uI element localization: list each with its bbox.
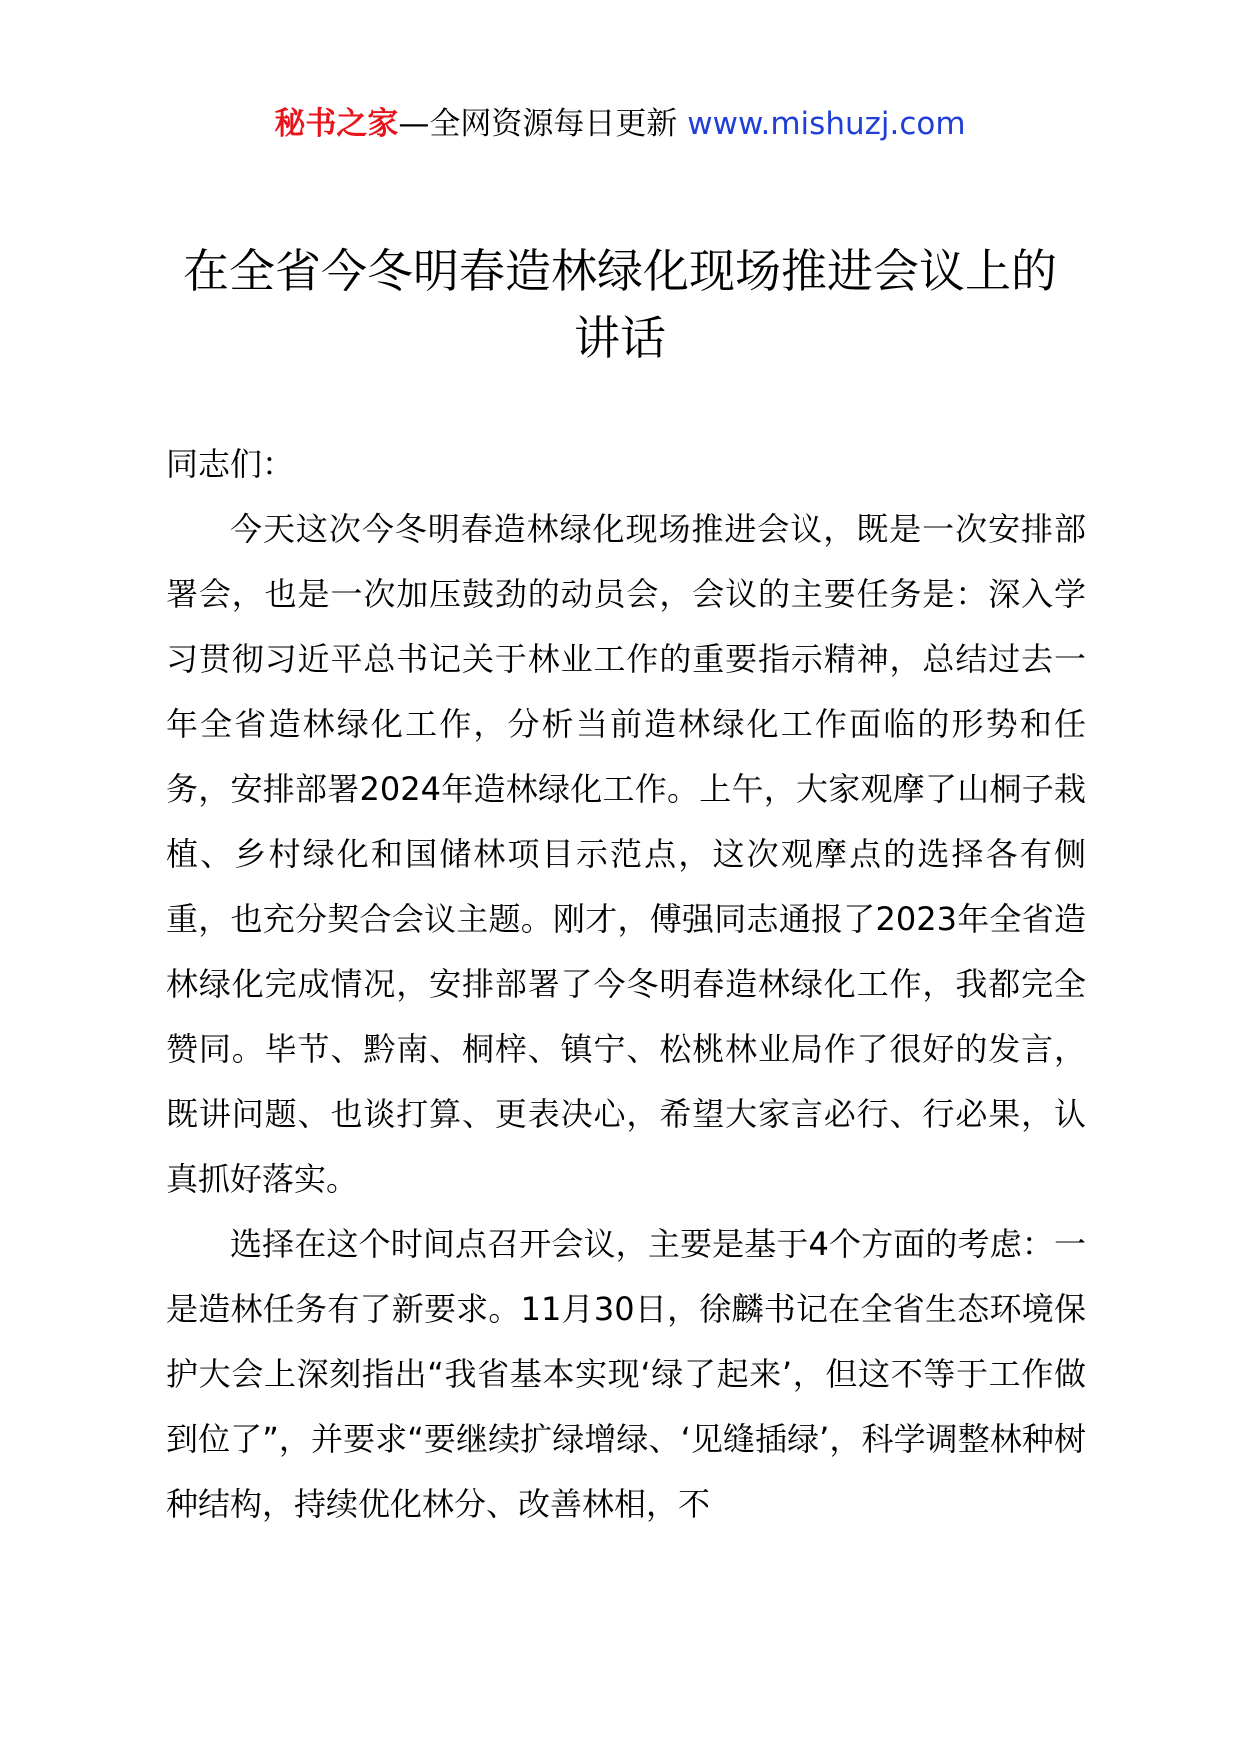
header-tagline: —全网资源每日更新 xyxy=(398,106,688,142)
paragraph-2: 选择在这个时间点召开会议，主要是基于4个方面的考虑：一是造林任务有了新要求。11月30日，徐麟书记在全省生态环境保护大会上深刻指出“我省基本实现‘绿了起来’，但这不等于工作做到位了”，并要求“要继续扩绿增绿、‘见缝插绿’，科学调整林种树种结构，持续优化林分、改善林相，不 xyxy=(166,1225,1086,1523)
document-title: 在全省今冬明春造林绿化现场推进会议上的讲话 xyxy=(183,244,1057,365)
salutation: 同志们： xyxy=(166,445,295,483)
paragraph-1: 今天这次今冬明春造林绿化现场推进会议，既是一次安排部署会，也是一次加压鼓劲的动员会，会议的主要任务是：深入学习贯彻习近平总书记关于林业工作的重要指示精神，总结过去一年全省造林绿化工作，分析当前造林绿化工作面临的形势和任务，安排部署2024年造林绿化工作。上午，大家观摩了山桐子栽植、乡村绿化和国储林项目示范点，这次观摩点的选择各有侧重，也充分契合会议主题。刚才，傅强同志通报了2023年全省造林绿化完成情况，安排部署了今冬明春造林绿化工作，我都完全赞同。毕节、黔南、桐梓、镇宁、松桃林业局作了很好的发言，既讲问题、也谈打算、更表决心，希望大家言必行、行必果，认真抓好落实。 xyxy=(166,510,1086,1198)
brand-name: 秘书之家 xyxy=(274,106,399,142)
site-url-link[interactable]: www.mishuzj.com xyxy=(687,106,966,142)
document-body xyxy=(166,432,1086,1537)
site-header xyxy=(0,100,1240,148)
